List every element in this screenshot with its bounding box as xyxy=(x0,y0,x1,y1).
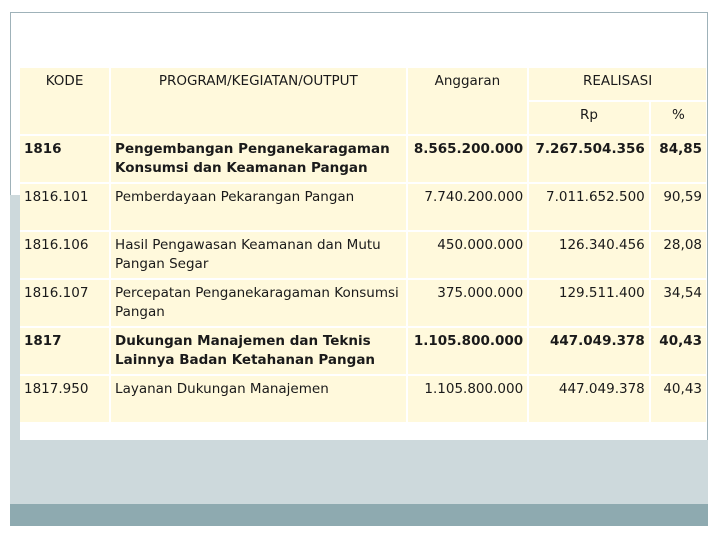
cell-anggaran: 375.000.000 xyxy=(408,280,528,326)
cell-kode: 1816.101 xyxy=(20,184,109,230)
cell-rp: 126.340.456 xyxy=(529,232,649,278)
cell-program: Hasil Pengawasan Keamanan dan Mutu Pangan Segar xyxy=(111,232,406,278)
cell-pct: 34,54 xyxy=(651,280,706,326)
cell-anggaran: 8.565.200.000 xyxy=(408,136,528,182)
cell-pct: 90,59 xyxy=(651,184,706,230)
cell-program: Layanan Dukungan Manajemen xyxy=(111,376,406,422)
program-table xyxy=(18,66,708,424)
cell-program: Dukungan Manajemen dan Teknis Lainnya Badan Ketahanan Pangan xyxy=(111,328,406,374)
cell-pct: 84,85 xyxy=(651,136,706,182)
table-row xyxy=(20,376,706,422)
cell-rp: 7.011.652.500 xyxy=(529,184,649,230)
cell-kode: 1817 xyxy=(20,328,109,374)
cell-rp: 447.049.378 xyxy=(529,328,649,374)
cell-pct: 40,43 xyxy=(651,328,706,374)
cell-rp: 129.511.400 xyxy=(529,280,649,326)
cell-anggaran: 1.105.800.000 xyxy=(408,328,528,374)
header-anggaran: Anggaran xyxy=(408,68,528,134)
cell-rp: 7.267.504.356 xyxy=(529,136,649,182)
cell-kode: 1816.106 xyxy=(20,232,109,278)
header-pct: % xyxy=(651,102,706,134)
cell-pct: 40,43 xyxy=(651,376,706,422)
cell-pct: 28,08 xyxy=(651,232,706,278)
cell-kode: 1816.107 xyxy=(20,280,109,326)
header-kode: KODE xyxy=(20,68,109,134)
footer-bar xyxy=(10,504,708,526)
cell-program: Pengembangan Penganekaragaman Konsumsi dan Keamanan Pangan xyxy=(111,136,406,182)
footer-band xyxy=(10,440,708,504)
cell-anggaran: 1.105.800.000 xyxy=(408,376,528,422)
header-row xyxy=(20,68,706,100)
cell-program: Pemberdayaan Pekarangan Pangan xyxy=(111,184,406,230)
table-row xyxy=(20,328,706,374)
header-program: PROGRAM/KEGIATAN/OUTPUT xyxy=(111,68,406,134)
header-realisasi: REALISASI xyxy=(529,68,706,100)
cell-kode: 1816 xyxy=(20,136,109,182)
cell-rp: 447.049.378 xyxy=(529,376,649,422)
table-row xyxy=(20,184,706,230)
table-row xyxy=(20,280,706,326)
cell-kode: 1817.950 xyxy=(20,376,109,422)
header-rp: Rp xyxy=(529,102,649,134)
cell-program: Percepatan Penganekaragaman Konsumsi Pangan xyxy=(111,280,406,326)
table-row xyxy=(20,232,706,278)
cell-anggaran: 450.000.000 xyxy=(408,232,528,278)
cell-anggaran: 7.740.200.000 xyxy=(408,184,528,230)
table-row xyxy=(20,136,706,182)
